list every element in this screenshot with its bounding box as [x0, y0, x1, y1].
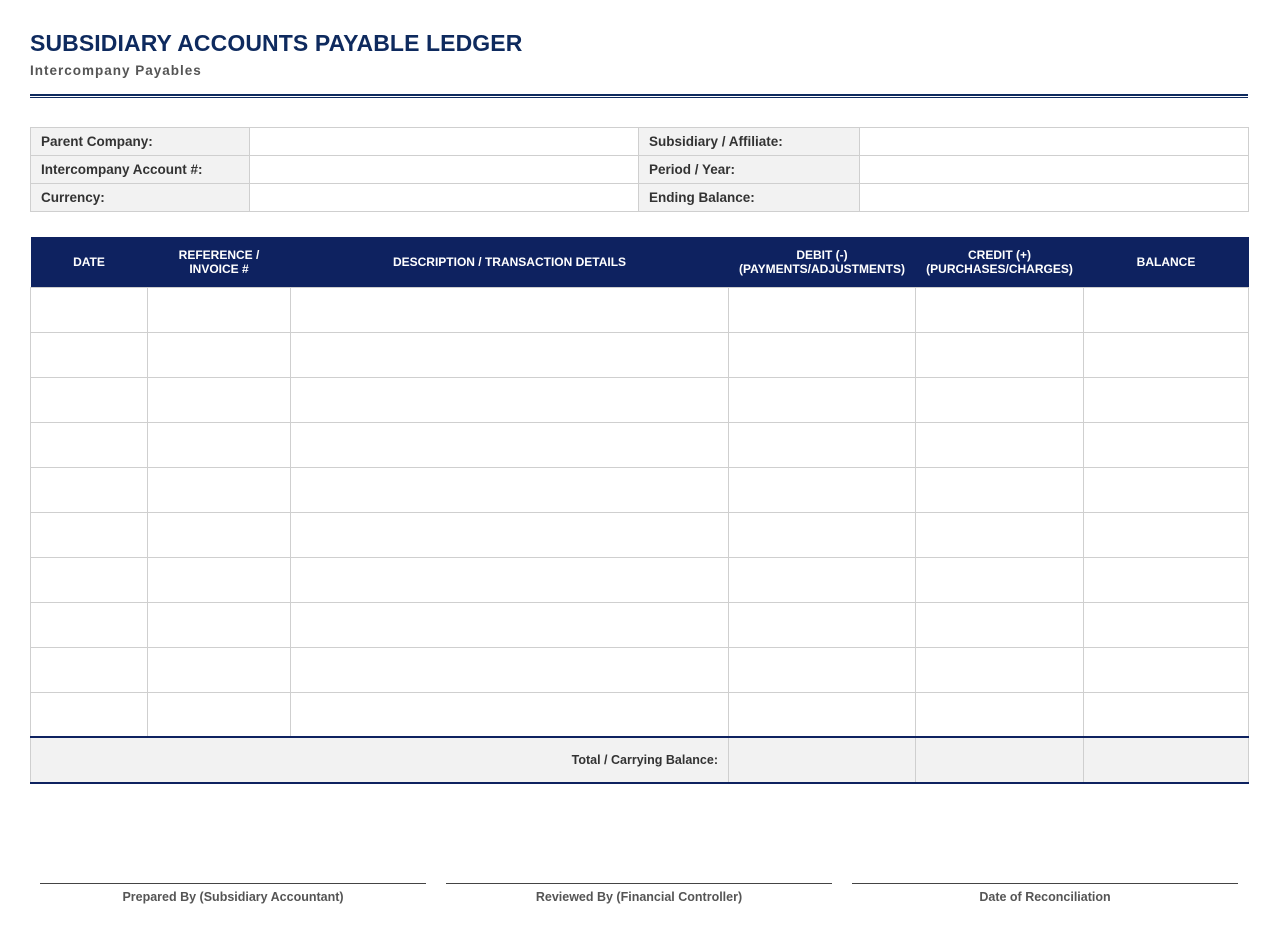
description-cell[interactable]: [291, 467, 729, 512]
date-cell[interactable]: [31, 377, 148, 422]
header-divider: [30, 94, 1248, 98]
period-year-field[interactable]: [860, 156, 1249, 184]
description-cell[interactable]: [291, 692, 729, 737]
total-credit-cell[interactable]: [916, 737, 1084, 783]
date-cell[interactable]: [31, 557, 148, 602]
info-row: [31, 184, 1249, 212]
column-header-balance: BALANCE: [1084, 237, 1249, 287]
description-cell[interactable]: [291, 332, 729, 377]
balance-cell[interactable]: [1084, 422, 1249, 467]
table-row: [31, 647, 1249, 692]
ending-balance-field[interactable]: [860, 184, 1249, 212]
table-row: [31, 377, 1249, 422]
table-row: [31, 422, 1249, 467]
balance-cell[interactable]: [1084, 692, 1249, 737]
total-carrying-balance-label: Total / Carrying Balance:: [31, 737, 729, 783]
balance-cell[interactable]: [1084, 557, 1249, 602]
reference-cell[interactable]: [148, 332, 291, 377]
credit-cell[interactable]: [916, 467, 1084, 512]
credit-cell[interactable]: [916, 512, 1084, 557]
balance-cell[interactable]: [1084, 512, 1249, 557]
currency-field[interactable]: [250, 184, 639, 212]
page-title: SUBSIDIARY ACCOUNTS PAYABLE LEDGER: [30, 30, 523, 56]
info-row: [31, 128, 1249, 156]
credit-cell[interactable]: [916, 647, 1084, 692]
subsidiary-label: Subsidiary / Affiliate:: [639, 128, 860, 156]
reference-cell[interactable]: [148, 512, 291, 557]
date-cell[interactable]: [31, 422, 148, 467]
currency-label: Currency:: [31, 184, 250, 212]
column-header-credit: CREDIT (+) (PURCHASES/CHARGES): [916, 237, 1084, 287]
debit-cell[interactable]: [729, 557, 916, 602]
credit-cell[interactable]: [916, 377, 1084, 422]
info-row: [31, 156, 1249, 184]
reference-cell[interactable]: [148, 377, 291, 422]
date-cell[interactable]: [31, 467, 148, 512]
table-row: [31, 287, 1249, 332]
date-of-reconciliation-signature: Date of Reconciliation: [852, 883, 1238, 904]
balance-cell[interactable]: [1084, 647, 1249, 692]
debit-cell[interactable]: [729, 422, 916, 467]
debit-cell[interactable]: [729, 512, 916, 557]
ledger-info-table: [30, 127, 1249, 212]
debit-cell[interactable]: [729, 647, 916, 692]
balance-cell[interactable]: [1084, 332, 1249, 377]
table-row: [31, 512, 1249, 557]
debit-cell[interactable]: [729, 332, 916, 377]
reference-cell[interactable]: [148, 692, 291, 737]
reference-cell[interactable]: [148, 557, 291, 602]
table-row: [31, 332, 1249, 377]
debit-cell[interactable]: [729, 377, 916, 422]
total-balance-cell[interactable]: [1084, 737, 1249, 783]
table-row: [31, 692, 1249, 737]
credit-cell[interactable]: [916, 602, 1084, 647]
credit-cell[interactable]: [916, 332, 1084, 377]
description-cell[interactable]: [291, 602, 729, 647]
credit-cell[interactable]: [916, 557, 1084, 602]
balance-cell[interactable]: [1084, 377, 1249, 422]
parent-company-field[interactable]: [250, 128, 639, 156]
total-debit-cell[interactable]: [729, 737, 916, 783]
debit-cell[interactable]: [729, 467, 916, 512]
reviewed-by-signature: Reviewed By (Financial Controller): [446, 883, 832, 904]
table-row: [31, 602, 1249, 647]
column-header-description: DESCRIPTION / TRANSACTION DETAILS: [291, 237, 729, 287]
balance-cell[interactable]: [1084, 287, 1249, 332]
debit-cell[interactable]: [729, 692, 916, 737]
column-header-date: DATE: [31, 237, 148, 287]
date-cell[interactable]: [31, 602, 148, 647]
prepared-by-signature: Prepared By (Subsidiary Accountant): [40, 883, 426, 904]
period-year-label: Period / Year:: [639, 156, 860, 184]
ending-balance-label: Ending Balance:: [639, 184, 860, 212]
page-subtitle: Intercompany Payables: [30, 63, 202, 78]
total-row: [31, 737, 1249, 783]
account-number-label: Intercompany Account #:: [31, 156, 250, 184]
date-cell[interactable]: [31, 647, 148, 692]
description-cell[interactable]: [291, 557, 729, 602]
account-number-field[interactable]: [250, 156, 639, 184]
subsidiary-field[interactable]: [860, 128, 1249, 156]
credit-cell[interactable]: [916, 692, 1084, 737]
description-cell[interactable]: [291, 377, 729, 422]
parent-company-label: Parent Company:: [31, 128, 250, 156]
table-row: [31, 467, 1249, 512]
description-cell[interactable]: [291, 512, 729, 557]
ledger-table: [30, 237, 1249, 784]
date-cell[interactable]: [31, 512, 148, 557]
balance-cell[interactable]: [1084, 602, 1249, 647]
date-cell[interactable]: [31, 287, 148, 332]
description-cell[interactable]: [291, 422, 729, 467]
balance-cell[interactable]: [1084, 467, 1249, 512]
reference-cell[interactable]: [148, 422, 291, 467]
reference-cell[interactable]: [148, 647, 291, 692]
reference-cell[interactable]: [148, 467, 291, 512]
date-cell[interactable]: [31, 332, 148, 377]
description-cell[interactable]: [291, 647, 729, 692]
debit-cell[interactable]: [729, 287, 916, 332]
ledger-header-row: [31, 237, 1249, 287]
column-header-reference: REFERENCE / INVOICE #: [148, 237, 291, 287]
description-cell[interactable]: [291, 287, 729, 332]
table-row: [31, 557, 1249, 602]
credit-cell[interactable]: [916, 422, 1084, 467]
reference-cell[interactable]: [148, 602, 291, 647]
reference-cell[interactable]: [148, 287, 291, 332]
credit-cell[interactable]: [916, 287, 1084, 332]
debit-cell[interactable]: [729, 602, 916, 647]
column-header-debit: DEBIT (-) (PAYMENTS/ADJUSTMENTS): [729, 237, 916, 287]
date-cell[interactable]: [31, 692, 148, 737]
